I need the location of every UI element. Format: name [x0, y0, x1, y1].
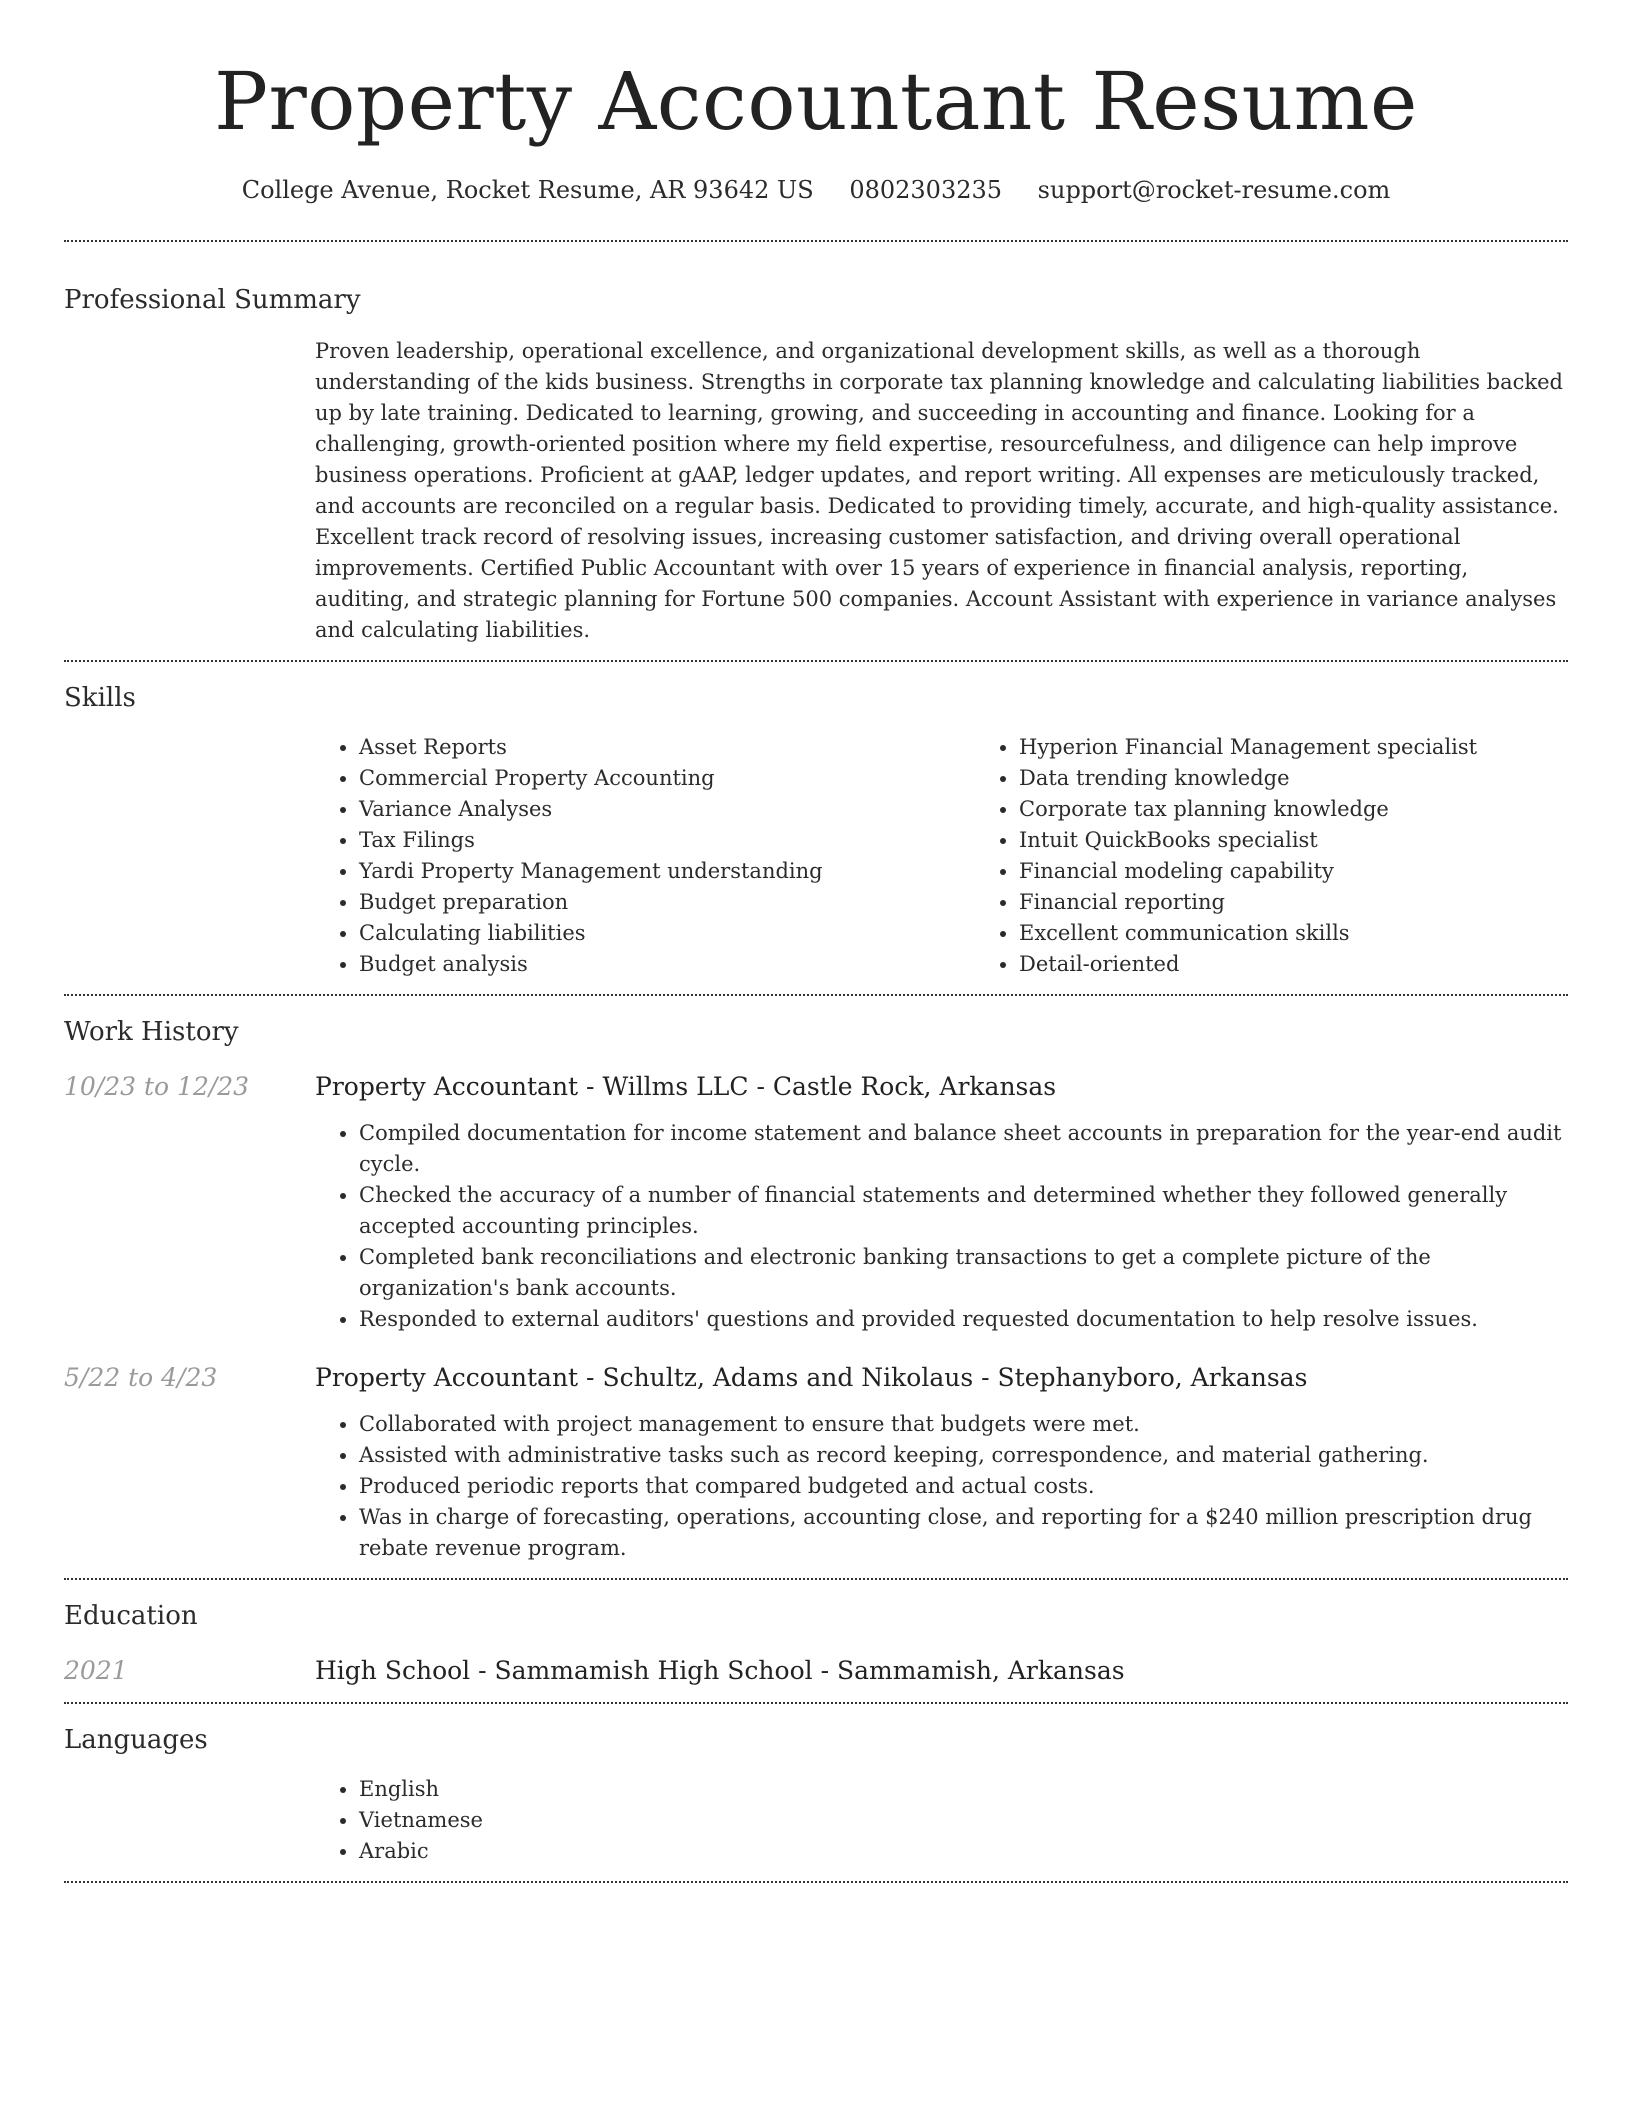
job-bullet: • Compiled documentation for income statement and balance sheet accounts in preparation for the year-end audit cycle.: [359, 1118, 1568, 1180]
education-date: 2021: [64, 1656, 128, 1685]
job-date: 10/23 to 12/23: [64, 1072, 250, 1101]
job-date: 5/22 to 4/23: [64, 1363, 218, 1392]
skill-item: • Corporate tax planning knowledge: [1019, 794, 1632, 825]
job-bullet: • Responded to external auditors' questions and provided requested documentation to help resolve issues.: [359, 1304, 1568, 1335]
job-entry: [64, 1361, 1568, 1564]
job-bullet: • Produced periodic reports that compared budgeted and actual costs.: [359, 1471, 1568, 1502]
divider: [64, 1881, 1568, 1883]
skill-item: • Calculating liabilities: [359, 918, 975, 949]
skill-item: • Asset Reports: [359, 732, 975, 763]
job-title: Property Accountant - Schultz, Adams and Nikolaus - Stephanyboro, Arkansas: [315, 1363, 1308, 1392]
job-bullets: [315, 1409, 1568, 1564]
skill-item: • Intuit QuickBooks specialist: [1019, 825, 1632, 856]
skills-heading: Skills: [64, 683, 136, 713]
education-entry: High School - Sammamish High School - Sammamish, Arkansas: [315, 1656, 1125, 1685]
job-bullet: • Checked the accuracy of a number of financial statements and determined whether they followed generally accepted accounting principles.: [359, 1180, 1568, 1242]
job-bullet: • Was in charge of forecasting, operations, accounting close, and reporting for a $240 million prescription drug rebate revenue program.: [359, 1502, 1568, 1564]
skill-item: • Yardi Property Management understanding: [359, 856, 975, 887]
resume-header: [64, 0, 1568, 206]
contact-line: [64, 174, 1568, 206]
work-section: [64, 996, 1568, 1578]
summary-section: [64, 242, 1568, 660]
summary-text: Proven leadership, operational excellence, and organizational development skills, as well as a thorough understanding of the kids business. Strengths in corporate tax planning knowledge and calculating liabilities backed up by late training. Dedicated to learning, growing, and succeeding in accounting and finance. Looking for a challenging, growth-oriented position where my field expertise, resourcefulness, and diligence can help improve business operations. Proficient at gAAP, ledger updates, and report writing. All expenses are meticulously tracked, and accounts are reconciled on a regular basis. Dedicated to providing timely, accurate, and high-quality assistance. Excellent track record of resolving issues, increasing customer satisfaction, and driving overall operational improvements. Certified Public Accountant with over 15 years of experience in financial analysis, reporting, auditing, and strategic planning for Fortune 500 companies. Account Assistant with experience in variance analyses and calculating liabilities.: [315, 339, 1564, 642]
job-title: Property Accountant - Willms LLC - Castle Rock, Arkansas: [315, 1072, 1057, 1101]
work-heading: Work History: [64, 1017, 239, 1047]
skills-list-right: [975, 732, 1632, 980]
job-entry: [64, 1070, 1568, 1335]
skill-item: • Budget preparation: [359, 887, 975, 918]
skill-item: • Financial modeling capability: [1019, 856, 1632, 887]
languages-section: [64, 1704, 1568, 1881]
skill-item: • Hyperion Financial Management specialist: [1019, 732, 1632, 763]
skill-item: • Budget analysis: [359, 949, 975, 980]
skill-item: • Excellent communication skills: [1019, 918, 1632, 949]
language-item: • Arabic: [359, 1836, 1568, 1867]
language-item: • Vietnamese: [359, 1805, 1568, 1836]
summary-heading: Professional Summary: [64, 285, 361, 315]
languages-list: [315, 1774, 1568, 1867]
job-bullet: • Assisted with administrative tasks such as record keeping, correspondence, and material gathering.: [359, 1440, 1568, 1471]
job-bullet: • Completed bank reconciliations and electronic banking transactions to get a complete picture of the organization's bank accounts.: [359, 1242, 1568, 1304]
skill-item: • Data trending knowledge: [1019, 763, 1632, 794]
skills-section: [64, 662, 1568, 994]
skill-item: • Financial reporting: [1019, 887, 1632, 918]
job-bullet: • Collaborated with project management to ensure that budgets were met.: [359, 1409, 1568, 1440]
resume-title: Property Accountant Resume: [214, 55, 1418, 148]
skill-item: • Detail-oriented: [1019, 949, 1632, 980]
education-heading: Education: [64, 1601, 198, 1631]
language-item: • English: [359, 1774, 1568, 1805]
skills-list-left: [315, 732, 975, 980]
skill-item: • Tax Filings: [359, 825, 975, 856]
job-bullets: [315, 1118, 1568, 1335]
skill-item: • Variance Analyses: [359, 794, 975, 825]
skill-item: • Commercial Property Accounting: [359, 763, 975, 794]
contact-email: support@rocket-resume.com: [1037, 176, 1391, 204]
contact-phone: 0802303235: [849, 176, 1003, 204]
contact-address: College Avenue, Rocket Resume, AR 93642 US: [241, 176, 814, 204]
education-section: [64, 1580, 1568, 1702]
languages-heading: Languages: [64, 1725, 208, 1755]
